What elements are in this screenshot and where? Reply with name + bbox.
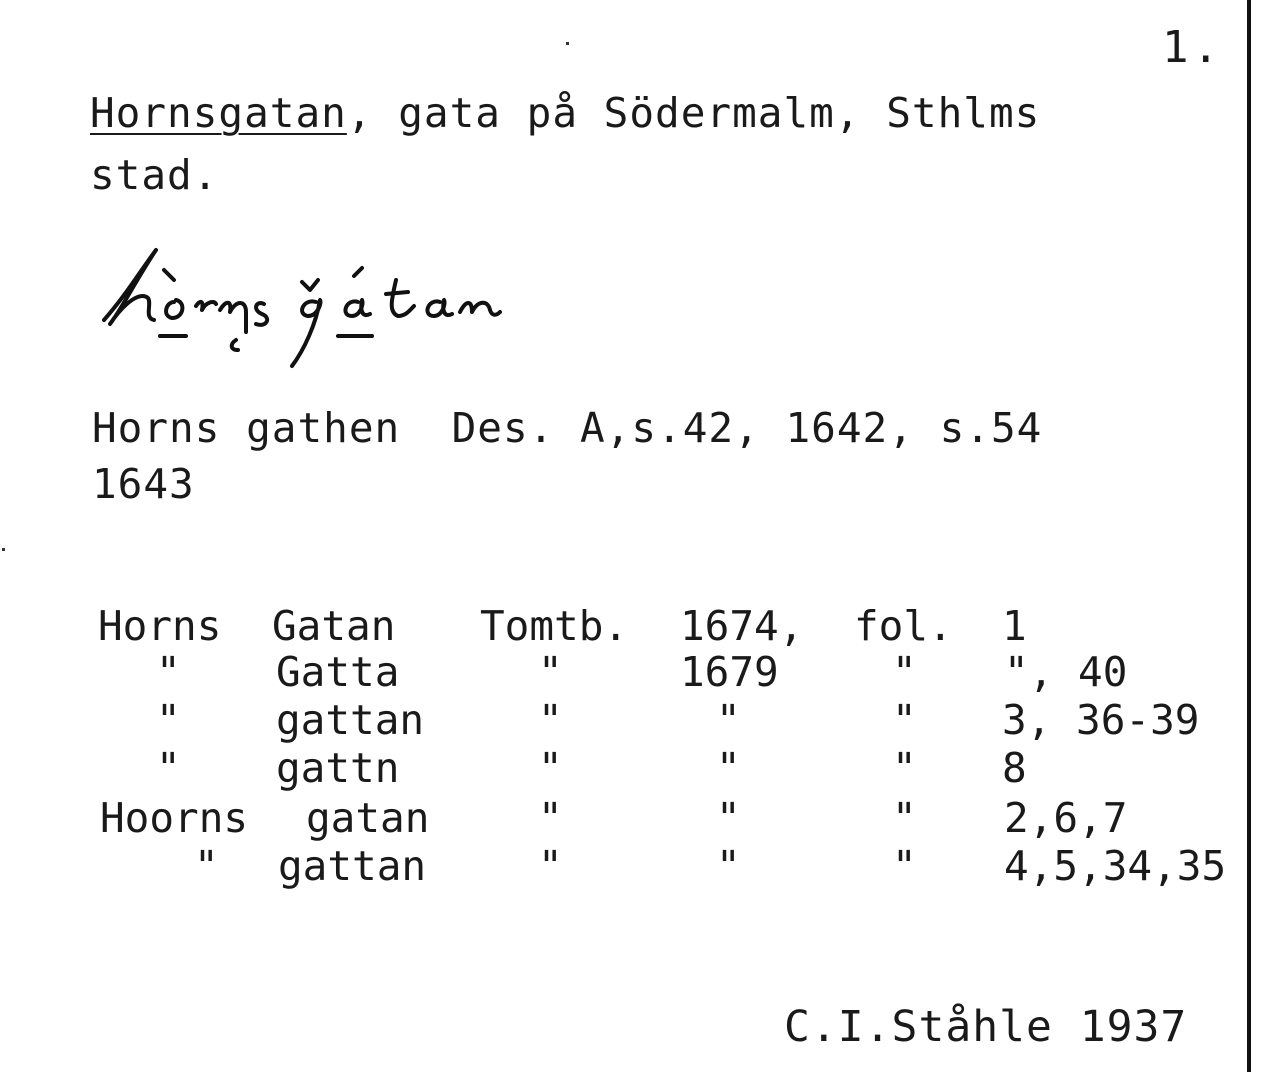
source-form: gattan xyxy=(278,842,427,890)
source-form: gatan xyxy=(306,794,430,842)
source-year: 1674, xyxy=(680,602,804,650)
card-number: 1. xyxy=(1162,22,1223,73)
author-signature: C.I.Ståhle 1937 xyxy=(784,1002,1188,1052)
source-name: Horns xyxy=(98,602,222,650)
source-folio-label: " xyxy=(892,696,917,744)
stray-mark xyxy=(566,42,569,45)
card-heading xyxy=(90,82,1040,206)
source-year: 1679 xyxy=(680,648,779,696)
source-folio: 1 xyxy=(1002,602,1027,650)
handwritten-pronunciation xyxy=(96,240,616,380)
source-name: " xyxy=(156,648,181,696)
source-document: " xyxy=(538,794,563,842)
source-folio: 2,6,7 xyxy=(1004,794,1128,842)
source-folio: 8 xyxy=(1002,744,1027,792)
card-edge-line xyxy=(1247,0,1251,1072)
source-name: " xyxy=(194,842,219,890)
source-folio-label: " xyxy=(892,744,917,792)
source-year: " xyxy=(716,696,741,744)
street-description: , gata på Södermalm, Sthlms xyxy=(346,89,1041,137)
source-folio: 3, 36-39 xyxy=(1002,696,1200,744)
source-folio: 4,5,34,35 xyxy=(1004,842,1227,890)
source-folio-label: " xyxy=(892,648,917,696)
source-folio-label: fol. xyxy=(854,602,953,650)
source-document: Tomtb. xyxy=(480,602,629,650)
source-folio-label: " xyxy=(892,794,917,842)
first-source-line: Horns gathen Des. A,s.42, 1642, s.54 xyxy=(92,404,1043,452)
stray-mark xyxy=(2,548,5,551)
street-name: Hornsgatan xyxy=(90,89,347,137)
source-year: " xyxy=(716,794,741,842)
source-name: Hoorns xyxy=(100,794,249,842)
source-form: Gatta xyxy=(276,648,400,696)
source-document: " xyxy=(538,842,563,890)
source-form: gattan xyxy=(276,696,425,744)
source-year: " xyxy=(716,842,741,890)
first-source-line-2: 1643 xyxy=(92,460,195,508)
source-folio-label: " xyxy=(892,842,917,890)
source-year: " xyxy=(716,744,741,792)
source-form: gattn xyxy=(276,744,400,792)
source-folio: ", 40 xyxy=(1004,648,1128,696)
source-document: " xyxy=(538,744,563,792)
source-document: " xyxy=(538,696,563,744)
source-name: " xyxy=(156,744,181,792)
source-name: " xyxy=(156,696,181,744)
source-form: Gatan xyxy=(272,602,396,650)
source-document: " xyxy=(538,648,563,696)
street-description-cont: stad. xyxy=(90,151,219,199)
